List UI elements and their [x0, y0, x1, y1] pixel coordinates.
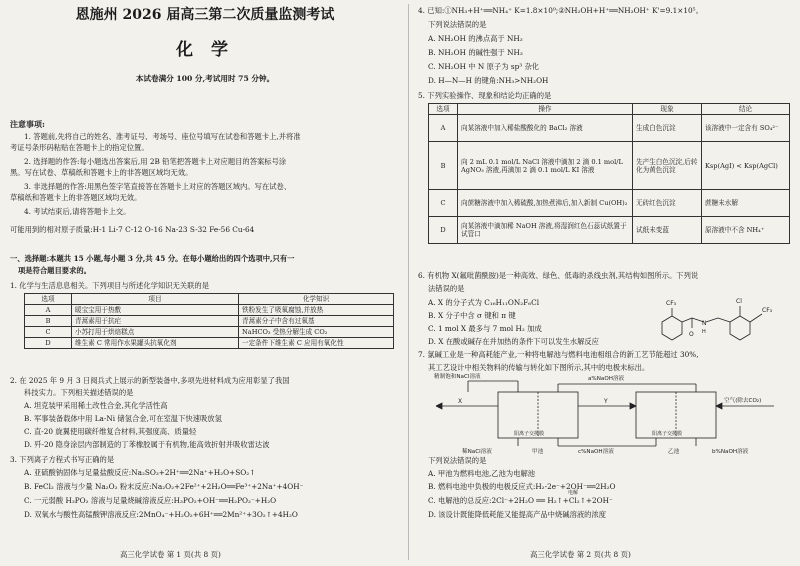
table-header-row: [429, 104, 790, 115]
atom-label: CF₃: [666, 300, 677, 307]
table-row: [429, 190, 790, 217]
diagram-label: c%NaOH溶液: [578, 449, 614, 454]
q7-option: D. 该设计既能降低耗能又能提高产品中烧碱溶液的浓度: [428, 510, 607, 519]
table-cell: 生成白色沉淀: [633, 115, 702, 142]
q6-option: D. X 在酸或碱存在并加热的条件下可以发生水解反应: [428, 337, 599, 346]
table-row: [25, 316, 394, 327]
column-header: 化学知识: [239, 294, 394, 305]
table-cell: 无砖红色沉淀: [633, 190, 702, 217]
section-heading: 一、选择题:本题共 15 小题,每小题 3 分,共 45 分。在每小题给出的四个选项中,只有一: [10, 254, 295, 263]
table-cell: 青蒿素用于抗疟: [72, 316, 239, 327]
atom-label: N: [702, 320, 707, 327]
subject-title: 化 学: [176, 40, 234, 60]
table-cell: B: [25, 316, 72, 327]
table-cell: Ksp(AgI) < Ksp(AgCl): [702, 142, 790, 190]
pyridine-ring: [730, 316, 750, 340]
table-cell: A: [25, 305, 72, 316]
atomic-masses: 可能用到的相对原子质量:H-1 Li-7 C-12 O-16 Na-23 S-32 Fe-56 Cu-64: [10, 225, 255, 234]
q2-option: A. 坦克装甲采用稀土改性合金,其化学活性高: [24, 401, 168, 410]
diagram-label: a%NaOH溶液: [588, 376, 625, 382]
note-line: 考证号条形码粘贴在答题卡上的指定位置。: [10, 143, 149, 152]
column-header: 现象: [633, 104, 702, 115]
table-cell: D: [429, 217, 458, 244]
q7-stem-cont: 其工艺设计中相关物料的传输与转化如下图所示,其中的电极未标出。: [428, 363, 650, 372]
note-line: 2. 选择题的作答:每小题选出答案后,用 2B 铅笔把答题卡上对应题目的答案标号涂: [24, 157, 287, 166]
table-cell: C: [25, 327, 72, 338]
diagram-label: 精制饱和NaCl溶液: [434, 374, 481, 380]
table-cell: 向某溶液中加入稀盐酸酸化的 BaCl₂ 溶液: [458, 115, 633, 142]
q6-option: B. X 分子中含 σ 键和 π 键: [428, 311, 516, 320]
table-row: [25, 327, 394, 338]
q7-option: A. 甲池为燃料电池,乙池为电解池: [428, 469, 536, 478]
q3-stem: 3. 下列离子方程式书写正确的是: [10, 455, 115, 464]
table-cell: 青蒿素分子中含有过氧基: [239, 316, 394, 327]
diagram-label: 空气(除去CO₂): [724, 398, 762, 404]
table-cell: 一定条件下维生素 C 应用有氧化性: [239, 338, 394, 349]
q2-option: D. 歼-20 隐身涂层内部制造的丁苯橡胶属于有机物,能高效折射并吸收雷达波: [24, 440, 270, 449]
table-header-row: [25, 294, 394, 305]
atom-label: Cl: [736, 298, 742, 305]
table-cell: C: [429, 190, 458, 217]
section-heading-cont: 项是符合题目要求的。: [18, 266, 91, 275]
table-row: [429, 217, 790, 244]
table-cell: 先产生白色沉淀,后转化为黄色沉淀: [633, 142, 702, 190]
table-cell: 试纸未变蓝: [633, 217, 702, 244]
note-line: 1. 答题前,先将自己的姓名、准考证号、考场号、座位号填写在试卷和答题卡上,并将准: [24, 132, 301, 141]
table-cell: 该溶液中一定含有 SO₄²⁻: [702, 115, 790, 142]
q2-option: C. 直-20 旋翼使用碳纤维复合材料,其强度高、质量轻: [24, 427, 197, 436]
q2-stem-cont: 科技实力。下列相关描述错误的是: [24, 388, 134, 397]
note-line: 3. 非选择题的作答:用黑色签字笔直接答在答题卡上对应的答题区域内。写在试卷、: [24, 182, 292, 191]
atom-label: O: [689, 331, 694, 338]
note-line: 草稿纸和答题卡上的非答题区域均无效。: [10, 193, 142, 202]
table-cell: 原溶液中不含 NH₄⁺: [702, 217, 790, 244]
q3-option: C. 一元弱酸 H₃PO₂ 溶液与足量烧碱溶液反应:H₃PO₂+OH⁻══H₂PO₂⁻+H₂O: [24, 496, 277, 505]
diagram-label: 阳离子交换膜: [514, 431, 545, 437]
q7-option: B. 燃料电池中负极的电极反应式:H₂-2e⁻+2OH⁻══2H₂O: [428, 482, 616, 491]
column-header: 项目: [72, 294, 239, 305]
table-cell: 向蔗糖溶液中加入稀硫酸,加热煮沸后,加入新制 Cu(OH)₂: [458, 190, 633, 217]
benzene-ring: [662, 316, 682, 340]
q1-table: [24, 293, 394, 349]
table-cell: 蔗糖未水解: [702, 190, 790, 217]
chlor-alkali-diagram: [428, 372, 790, 454]
diagram-label: b%NaOH溶液: [712, 449, 749, 454]
electrolysis-condition: 电解: [568, 490, 579, 496]
column-header: 操作: [458, 104, 633, 115]
column-header: 选项: [25, 294, 72, 305]
molecule-x-structure: [650, 292, 790, 346]
q4-option: A. NH₂OH 的沸点高于 NH₃: [428, 34, 523, 43]
note-line: 4. 考试结束后,请将答题卡上交。: [24, 207, 131, 216]
q3-option: A. 亚硫酸钠固体与足量盐酸反应:Na₂SO₃+2H⁺══2Na⁺+H₂O+SO₂↑: [24, 468, 256, 477]
table-cell: 维生素 C 常用作水果罐头抗氧化剂: [72, 338, 239, 349]
q5-table: [428, 103, 790, 244]
table-row: [25, 338, 394, 349]
q3-option: B. FeCl₂ 溶液与少量 Na₂O₂ 粉末反应:Na₂O₂+2Fe²⁺+2H₂O══Fe³⁺+2Na⁺+4OH⁻: [24, 482, 304, 491]
q6-option: A. X 的分子式为 C₁₆H₁₁ON₂F₆Cl: [428, 298, 540, 307]
left-column: [10, 0, 400, 566]
table-row: [25, 305, 394, 316]
table-cell: 铁粉发生了吸氧腐蚀,并放热: [239, 305, 394, 316]
diagram-label: 稀NaCl溶液: [462, 449, 492, 454]
column-header: 结论: [702, 104, 790, 115]
q4-known: 4. 已知:①NH₃+H⁺══NH₄⁺ K=1.8×10⁹;②NH₂OH+H⁺══NH₃OH⁺ K'=9.1×10⁵。: [418, 6, 703, 15]
q3-option: D. 双氧水与酸性高锰酸钾溶液反应:2MnO₄⁻+H₂O₂+6H⁺══2Mn²⁺+3O₂↑+4H₂O: [24, 510, 298, 519]
q6-option: C. 1 mol X 最多与 7 mol H₂ 加成: [428, 324, 542, 333]
q2-stem: 2. 在 2025 年 9 月 3 日阅兵式上展示的新型装备中,多项先进材料成为应用彰显了我国: [10, 376, 290, 385]
table-cell: D: [25, 338, 72, 349]
table-cell: 小苏打用于烘焙糕点: [72, 327, 239, 338]
page-footer: 高三化学试卷 第 1 页(共 8 页): [120, 550, 221, 559]
q7-stem: 7. 氯碱工业是一种高耗能产业,一种将电解池与燃料电池相组合的新工艺节能超过 30%,: [418, 350, 699, 359]
atom-label: H: [702, 329, 706, 335]
diagram-label: Y: [604, 398, 608, 405]
atom-label: CF₃: [762, 307, 773, 314]
page-footer: 高三化学试卷 第 2 页(共 8 页): [530, 550, 631, 559]
diagram-label: X: [458, 398, 463, 405]
note-line: 黑。写在试卷、草稿纸和答题卡上的非答题区域均无效。: [10, 168, 193, 177]
q1-stem: 1. 化学与生活息息相关。下列项目与所述化学知识无关联的是: [10, 281, 209, 290]
table-row: [429, 115, 790, 142]
right-column: [418, 0, 794, 566]
column-header: 选项: [429, 104, 458, 115]
notes-heading: 注意事项:: [10, 119, 45, 129]
table-cell: 暖宝宝用于热敷: [72, 305, 239, 316]
q6-stem: 6. 有机物 X(氟吡菌酰胺)是一种高效、绿色、低毒的杀线虫剂,其结构如图所示。下列说: [418, 271, 699, 280]
diagram-label: 阳离子交换膜: [652, 431, 683, 437]
q7-stem3: 下列说法错误的是: [428, 456, 487, 465]
table-cell: B: [429, 142, 458, 190]
q4-option: C. NH₂OH 中 N 原子为 sp³ 杂化: [428, 62, 540, 71]
exam-title: 恩施州 2026 届高三第二次质量监测考试: [75, 7, 335, 23]
q4-stem: 下列说法错误的是: [428, 20, 487, 29]
q5-stem: 5. 下列实验操作、现象和结论均正确的是: [418, 91, 552, 100]
q2-option: B. 军事装备载体中用 La-Ni 储氢合金,可在室温下快速吸放氢: [24, 414, 222, 423]
q4-option: D. H—N—H 的键角:NH₃>NH₂OH: [428, 76, 549, 85]
diagram-label: 乙池: [668, 449, 680, 454]
table-cell: 向某溶液中滴加稀 NaOH 溶液,将湿润红色石蕊试纸置于试管口: [458, 217, 633, 244]
q7-option: C. 电解池的总反应:2Cl⁻+2H₂O ══ H₂↑+Cl₂↑+2OH⁻: [428, 496, 613, 505]
score-info: 本试卷满分 100 分,考试用时 75 分钟。: [135, 74, 275, 83]
table-cell: A: [429, 115, 458, 142]
table-row: [429, 142, 790, 190]
q6-stem-cont: 法错误的是: [428, 284, 465, 293]
diagram-label: 甲池: [532, 449, 544, 454]
q4-option: B. NH₂OH 的碱性强于 NH₃: [428, 48, 523, 57]
column-divider: [408, 4, 409, 560]
table-cell: 向 2 mL 0.1 mol/L NaCl 溶液中滴加 2 滴 0.1 mol/L AgNO₃ 溶液,再滴加 2 滴 0.1 mol/L KI 溶液: [458, 142, 633, 190]
table-cell: NaHCO₃ 受热分解生成 CO₂: [239, 327, 394, 338]
